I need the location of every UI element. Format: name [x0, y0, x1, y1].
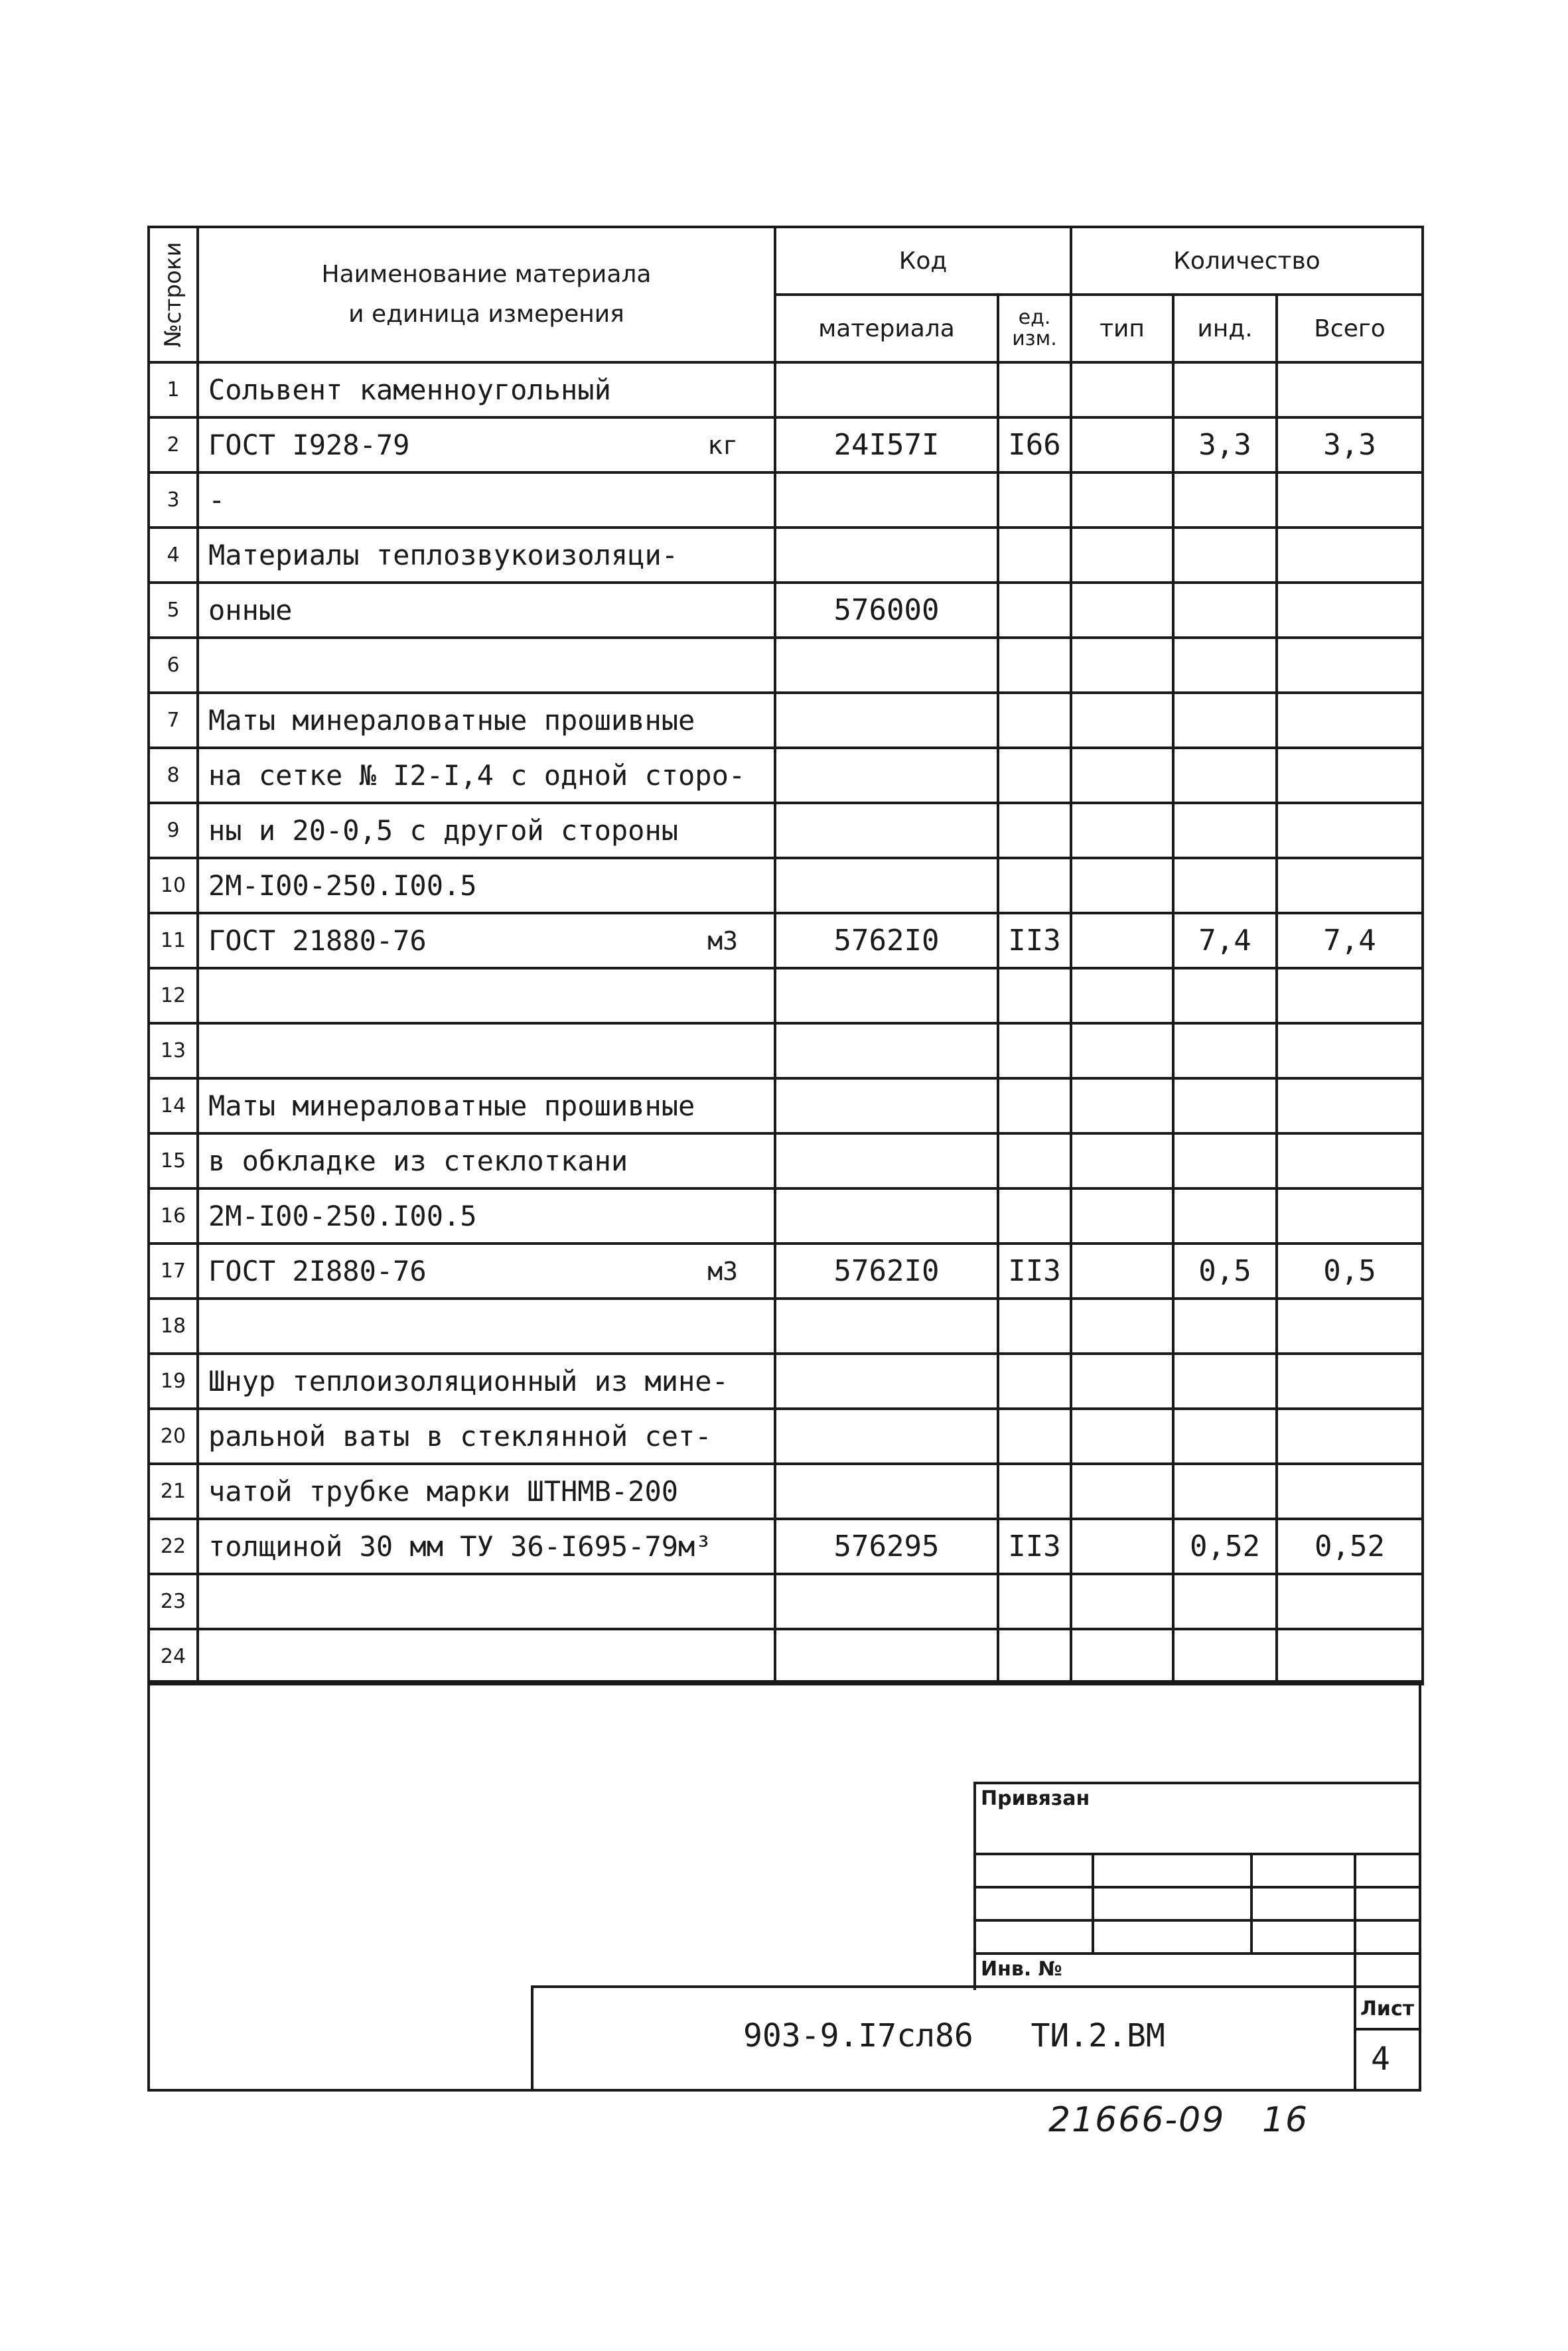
ind-quantity-cell: [1173, 1574, 1277, 1629]
material-name-cell: [198, 1188, 775, 1244]
type-quantity-cell: [1071, 472, 1173, 528]
material-name-cell: [198, 693, 775, 748]
material-code-cell: 24I57I: [775, 417, 998, 472]
total-quantity-cell: [1277, 1078, 1423, 1133]
table-row: [149, 638, 1423, 693]
row-number-cell: 10: [149, 858, 198, 913]
title-block-left-line: [531, 1985, 534, 2092]
type-quantity-cell: [1071, 528, 1173, 583]
quantity-header: Количество: [1071, 227, 1423, 295]
material-code-cell: [775, 362, 998, 417]
row-number-header: №строки: [149, 227, 198, 362]
ind-quantity-cell: [1173, 362, 1277, 417]
material-name-cell: [198, 1409, 775, 1464]
row-number-cell: 4: [149, 528, 198, 583]
unit-code-cell: I66: [998, 417, 1071, 472]
material-code-cell: [775, 1574, 998, 1629]
ind-quantity-cell: 0,52: [1173, 1519, 1277, 1574]
ind-quantity-cell: [1173, 1133, 1277, 1188]
type-quantity-cell: [1071, 913, 1173, 968]
document-code: 903-9.I7сл86 ТИ.2.ВМ: [743, 2017, 1165, 2054]
table-row: [149, 1409, 1423, 1464]
material-code-cell: [775, 748, 998, 803]
material-name-text: ГОСТ 2I880-76: [208, 1255, 427, 1287]
title-block-top-line: [531, 1985, 1421, 1988]
type-quantity-cell: [1071, 1244, 1173, 1299]
unit-code-cell: II3: [998, 1244, 1071, 1299]
unit-code-cell: [998, 1078, 1071, 1133]
ind-quantity-cell: [1173, 968, 1277, 1023]
type-quantity-cell: [1071, 748, 1173, 803]
ind-quantity-cell: [1173, 1354, 1277, 1409]
privyazan-label: Привязан: [981, 1787, 1090, 1810]
total-quantity-cell: [1277, 1574, 1423, 1629]
sheet-number: 4: [1371, 2040, 1390, 2078]
privyazan-divider-3: [1354, 1853, 1356, 1985]
material-name-cell: [198, 1133, 775, 1188]
table-row: [149, 528, 1423, 583]
ind-quantity-cell: [1173, 638, 1277, 693]
unit-code-cell: [998, 858, 1071, 913]
bottom-frame-top-line: [147, 1680, 1421, 1683]
material-name-cell: [198, 472, 775, 528]
header-row-1: [149, 227, 1423, 295]
unit-code-cell: [998, 1299, 1071, 1354]
code-header: Код: [775, 227, 1071, 295]
total-quantity-cell: [1277, 748, 1423, 803]
total-quantity-cell: 7,4: [1277, 913, 1423, 968]
material-code-cell: [775, 1299, 998, 1354]
material-name-cell: [198, 362, 775, 417]
unit-code-header: ед. изм.: [998, 295, 1071, 362]
table-row: [149, 913, 1423, 968]
ind-quantity-cell: [1173, 1299, 1277, 1354]
row-number-cell: 22: [149, 1519, 198, 1574]
bottom-frame-base-line: [147, 2089, 1421, 2092]
type-quantity-cell: [1071, 417, 1173, 472]
row-number-cell: 13: [149, 1023, 198, 1078]
table-row: [149, 1244, 1423, 1299]
material-name-cell: [198, 1023, 775, 1078]
material-code-cell: 576000: [775, 583, 998, 638]
ind-header: инд.: [1173, 295, 1277, 362]
ind-quantity-cell: [1173, 1629, 1277, 1684]
unit-code-cell: [998, 968, 1071, 1023]
unit-code-cell: [998, 583, 1071, 638]
ind-quantity-cell: [1173, 1188, 1277, 1244]
material-code-cell: 576295: [775, 1519, 998, 1574]
type-quantity-cell: [1071, 1078, 1173, 1133]
ind-quantity-cell: [1173, 1409, 1277, 1464]
row-number-cell: 9: [149, 803, 198, 858]
material-code-cell: [775, 1023, 998, 1078]
unit-code-cell: [998, 693, 1071, 748]
ind-quantity-cell: 7,4: [1173, 913, 1277, 968]
material-name-cell: [198, 803, 775, 858]
material-name-text: на сетке № I2-I,4 с одной сторо-: [208, 759, 746, 792]
material-name-text: ГОСТ 21880-76: [208, 924, 427, 957]
type-quantity-cell: [1071, 1023, 1173, 1078]
material-code-cell: [775, 1133, 998, 1188]
ind-quantity-cell: [1173, 472, 1277, 528]
row-number-cell: 23: [149, 1574, 198, 1629]
type-quantity-cell: [1071, 583, 1173, 638]
type-quantity-cell: [1071, 638, 1173, 693]
total-header: Всего: [1277, 295, 1423, 362]
ind-quantity-cell: [1173, 693, 1277, 748]
ind-quantity-cell: [1173, 528, 1277, 583]
ind-quantity-cell: [1173, 858, 1277, 913]
material-code-cell: [775, 472, 998, 528]
table-row: [149, 1023, 1423, 1078]
type-quantity-cell: [1071, 1629, 1173, 1684]
material-code-cell: [775, 803, 998, 858]
material-name-cell: [198, 417, 775, 472]
row-number-cell: 18: [149, 1299, 198, 1354]
total-quantity-cell: [1277, 1133, 1423, 1188]
total-quantity-cell: [1277, 362, 1423, 417]
total-quantity-cell: [1277, 1629, 1423, 1684]
total-quantity-cell: [1277, 638, 1423, 693]
type-quantity-cell: [1071, 1409, 1173, 1464]
row-number-cell: 17: [149, 1244, 198, 1299]
row-number-cell: 24: [149, 1629, 198, 1684]
total-quantity-cell: [1277, 1464, 1423, 1519]
ind-quantity-cell: [1173, 1078, 1277, 1133]
type-header: тип: [1071, 295, 1173, 362]
material-name-cell: [198, 748, 775, 803]
table-row: [149, 1299, 1423, 1354]
material-code-header: материала: [775, 295, 998, 362]
material-name-text: 2М-I00-250.I00.5: [208, 1200, 477, 1232]
material-name-text: 2М-I00-250.I00.5: [208, 869, 477, 902]
type-quantity-cell: [1071, 803, 1173, 858]
row-number-cell: 2: [149, 417, 198, 472]
unit-code-cell: [998, 528, 1071, 583]
total-quantity-cell: [1277, 968, 1423, 1023]
unit-code-cell: [998, 1464, 1071, 1519]
table-row: [149, 693, 1423, 748]
row-number-cell: 11: [149, 913, 198, 968]
material-name-cell: [198, 858, 775, 913]
type-quantity-cell: [1071, 693, 1173, 748]
table-row: [149, 1464, 1423, 1519]
material-name-text: Материалы теплозвукоизоляци-: [208, 539, 679, 571]
material-name-text: ны и 20-0,5 с другой стороны: [208, 814, 679, 847]
material-name-cell: [198, 638, 775, 693]
material-code-cell: [775, 1188, 998, 1244]
type-quantity-cell: [1071, 1464, 1173, 1519]
row-number-cell: 6: [149, 638, 198, 693]
type-quantity-cell: [1071, 968, 1173, 1023]
row-number-cell: 14: [149, 1078, 198, 1133]
material-name-cell: [198, 1244, 775, 1299]
material-name-text: -: [208, 484, 226, 516]
table-row: [149, 472, 1423, 528]
total-quantity-cell: [1277, 693, 1423, 748]
table-row: [149, 362, 1423, 417]
ind-quantity-cell: [1173, 748, 1277, 803]
material-name-text: Шнур теплоизоляционный из мине-: [208, 1365, 729, 1397]
material-name-text: Маты минераловатные прошивные: [208, 704, 695, 737]
inventory-number-label: Инв. №: [981, 1958, 1062, 1981]
material-name-cell: [198, 1629, 775, 1684]
type-quantity-cell: [1071, 1354, 1173, 1409]
material-code-cell: 5762I0: [775, 1244, 998, 1299]
row-number-cell: 7: [149, 693, 198, 748]
row-number-cell: 12: [149, 968, 198, 1023]
unit-code-cell: [998, 1023, 1071, 1078]
table-row: [149, 748, 1423, 803]
table-row: [149, 968, 1423, 1023]
total-quantity-cell: [1277, 803, 1423, 858]
total-quantity-cell: 0,52: [1277, 1519, 1423, 1574]
privyazan-divider-1: [1092, 1853, 1094, 1952]
unit-code-cell: [998, 1133, 1071, 1188]
table-row: [149, 1629, 1423, 1684]
ind-quantity-cell: [1173, 1464, 1277, 1519]
type-quantity-cell: [1071, 1188, 1173, 1244]
material-name-cell: [198, 528, 775, 583]
unit-code-cell: [998, 1188, 1071, 1244]
total-quantity-cell: 3,3: [1277, 417, 1423, 472]
total-quantity-cell: [1277, 1188, 1423, 1244]
unit-code-cell: [998, 803, 1071, 858]
total-quantity-cell: [1277, 583, 1423, 638]
bottom-frame-left-line: [147, 1680, 150, 2092]
material-code-cell: [775, 1354, 998, 1409]
type-quantity-cell: [1071, 362, 1173, 417]
total-quantity-cell: [1277, 1409, 1423, 1464]
table-row: [149, 858, 1423, 913]
total-quantity-cell: [1277, 1354, 1423, 1409]
row-number-cell: 20: [149, 1409, 198, 1464]
type-quantity-cell: [1071, 1299, 1173, 1354]
unit-code-cell: [998, 638, 1071, 693]
row-number-cell: 19: [149, 1354, 198, 1409]
row-number-cell: 8: [149, 748, 198, 803]
table-row: [149, 1574, 1423, 1629]
material-code-cell: [775, 1629, 998, 1684]
unit-code-cell: II3: [998, 1519, 1071, 1574]
unit-code-cell: [998, 472, 1071, 528]
material-name-cell: [198, 1574, 775, 1629]
unit-code-cell: [998, 1629, 1071, 1684]
material-code-cell: [775, 968, 998, 1023]
material-name-text: толщиной 30 мм ТУ 36-I695-79м³: [208, 1530, 712, 1563]
unit-code-cell: [998, 1409, 1071, 1464]
total-quantity-cell: 0,5: [1277, 1244, 1423, 1299]
row-number-cell: 5: [149, 583, 198, 638]
sheet-cell-divider: [1354, 1985, 1356, 2092]
unit-code-cell: II3: [998, 913, 1071, 968]
table-row: [149, 803, 1423, 858]
material-name-cell: [198, 1354, 775, 1409]
material-code-cell: [775, 528, 998, 583]
row-number-cell: 1: [149, 362, 198, 417]
table-row: [149, 1078, 1423, 1133]
ind-quantity-cell: [1173, 583, 1277, 638]
material-name-text: в обкладке из стеклоткани: [208, 1145, 628, 1177]
material-name-cell: [198, 583, 775, 638]
total-quantity-cell: [1277, 528, 1423, 583]
material-name-cell: [198, 1078, 775, 1133]
row-number-cell: 16: [149, 1188, 198, 1244]
ind-quantity-cell: [1173, 803, 1277, 858]
sheet-cell-line: [1354, 2028, 1421, 2030]
material-code-cell: 5762I0: [775, 913, 998, 968]
material-name-text: Сольвент каменноугольный: [208, 374, 611, 406]
unit-text: м3: [707, 1256, 738, 1286]
unit-code-cell: [998, 748, 1071, 803]
privyazan-divider-2: [1250, 1853, 1253, 1952]
material-code-cell: [775, 858, 998, 913]
total-quantity-cell: [1277, 1299, 1423, 1354]
material-name-cell: [198, 1299, 775, 1354]
unit-code-cell: [998, 1574, 1071, 1629]
material-name-cell: [198, 968, 775, 1023]
material-code-cell: [775, 1409, 998, 1464]
table-row: [149, 583, 1423, 638]
ind-quantity-cell: [1173, 1023, 1277, 1078]
type-quantity-cell: [1071, 1574, 1173, 1629]
ind-quantity-cell: 3,3: [1173, 417, 1277, 472]
material-name-text: ральной ваты в стеклянной сет-: [208, 1420, 712, 1453]
unit-code-cell: [998, 362, 1071, 417]
type-quantity-cell: [1071, 1133, 1173, 1188]
total-quantity-cell: [1277, 472, 1423, 528]
handwritten-archive-number: 21666-09 16: [1048, 2100, 1309, 2140]
table-row: [149, 1354, 1423, 1409]
total-quantity-cell: [1277, 1023, 1423, 1078]
row-number-cell: 3: [149, 472, 198, 528]
table-row: [149, 1519, 1423, 1574]
name-header: Наименование материала и единица измерения: [198, 227, 775, 362]
material-name-cell: [198, 913, 775, 968]
material-name-text: ГОСТ I928-79: [208, 429, 410, 461]
unit-text: м3: [707, 926, 738, 956]
table-row: [149, 1133, 1423, 1188]
material-name-text: онные: [208, 594, 293, 626]
sheet-label: Лист: [1360, 1997, 1415, 2021]
material-code-cell: [775, 693, 998, 748]
materials-table: [147, 226, 1424, 1685]
table-row: [149, 417, 1423, 472]
material-code-cell: [775, 1464, 998, 1519]
table-row: [149, 1188, 1423, 1244]
material-code-cell: [775, 1078, 998, 1133]
ind-quantity-cell: 0,5: [1173, 1244, 1277, 1299]
material-name-cell: [198, 1464, 775, 1519]
material-name-text: чатой трубке марки ШТНМВ-200: [208, 1475, 679, 1508]
unit-text: кг: [707, 430, 738, 460]
row-number-cell: 21: [149, 1464, 198, 1519]
type-quantity-cell: [1071, 858, 1173, 913]
material-name-cell: [198, 1519, 775, 1574]
total-quantity-cell: [1277, 858, 1423, 913]
material-name-text: Маты минераловатные прошивные: [208, 1090, 695, 1122]
type-quantity-cell: [1071, 1519, 1173, 1574]
row-number-cell: 15: [149, 1133, 198, 1188]
unit-code-cell: [998, 1354, 1071, 1409]
material-code-cell: [775, 638, 998, 693]
